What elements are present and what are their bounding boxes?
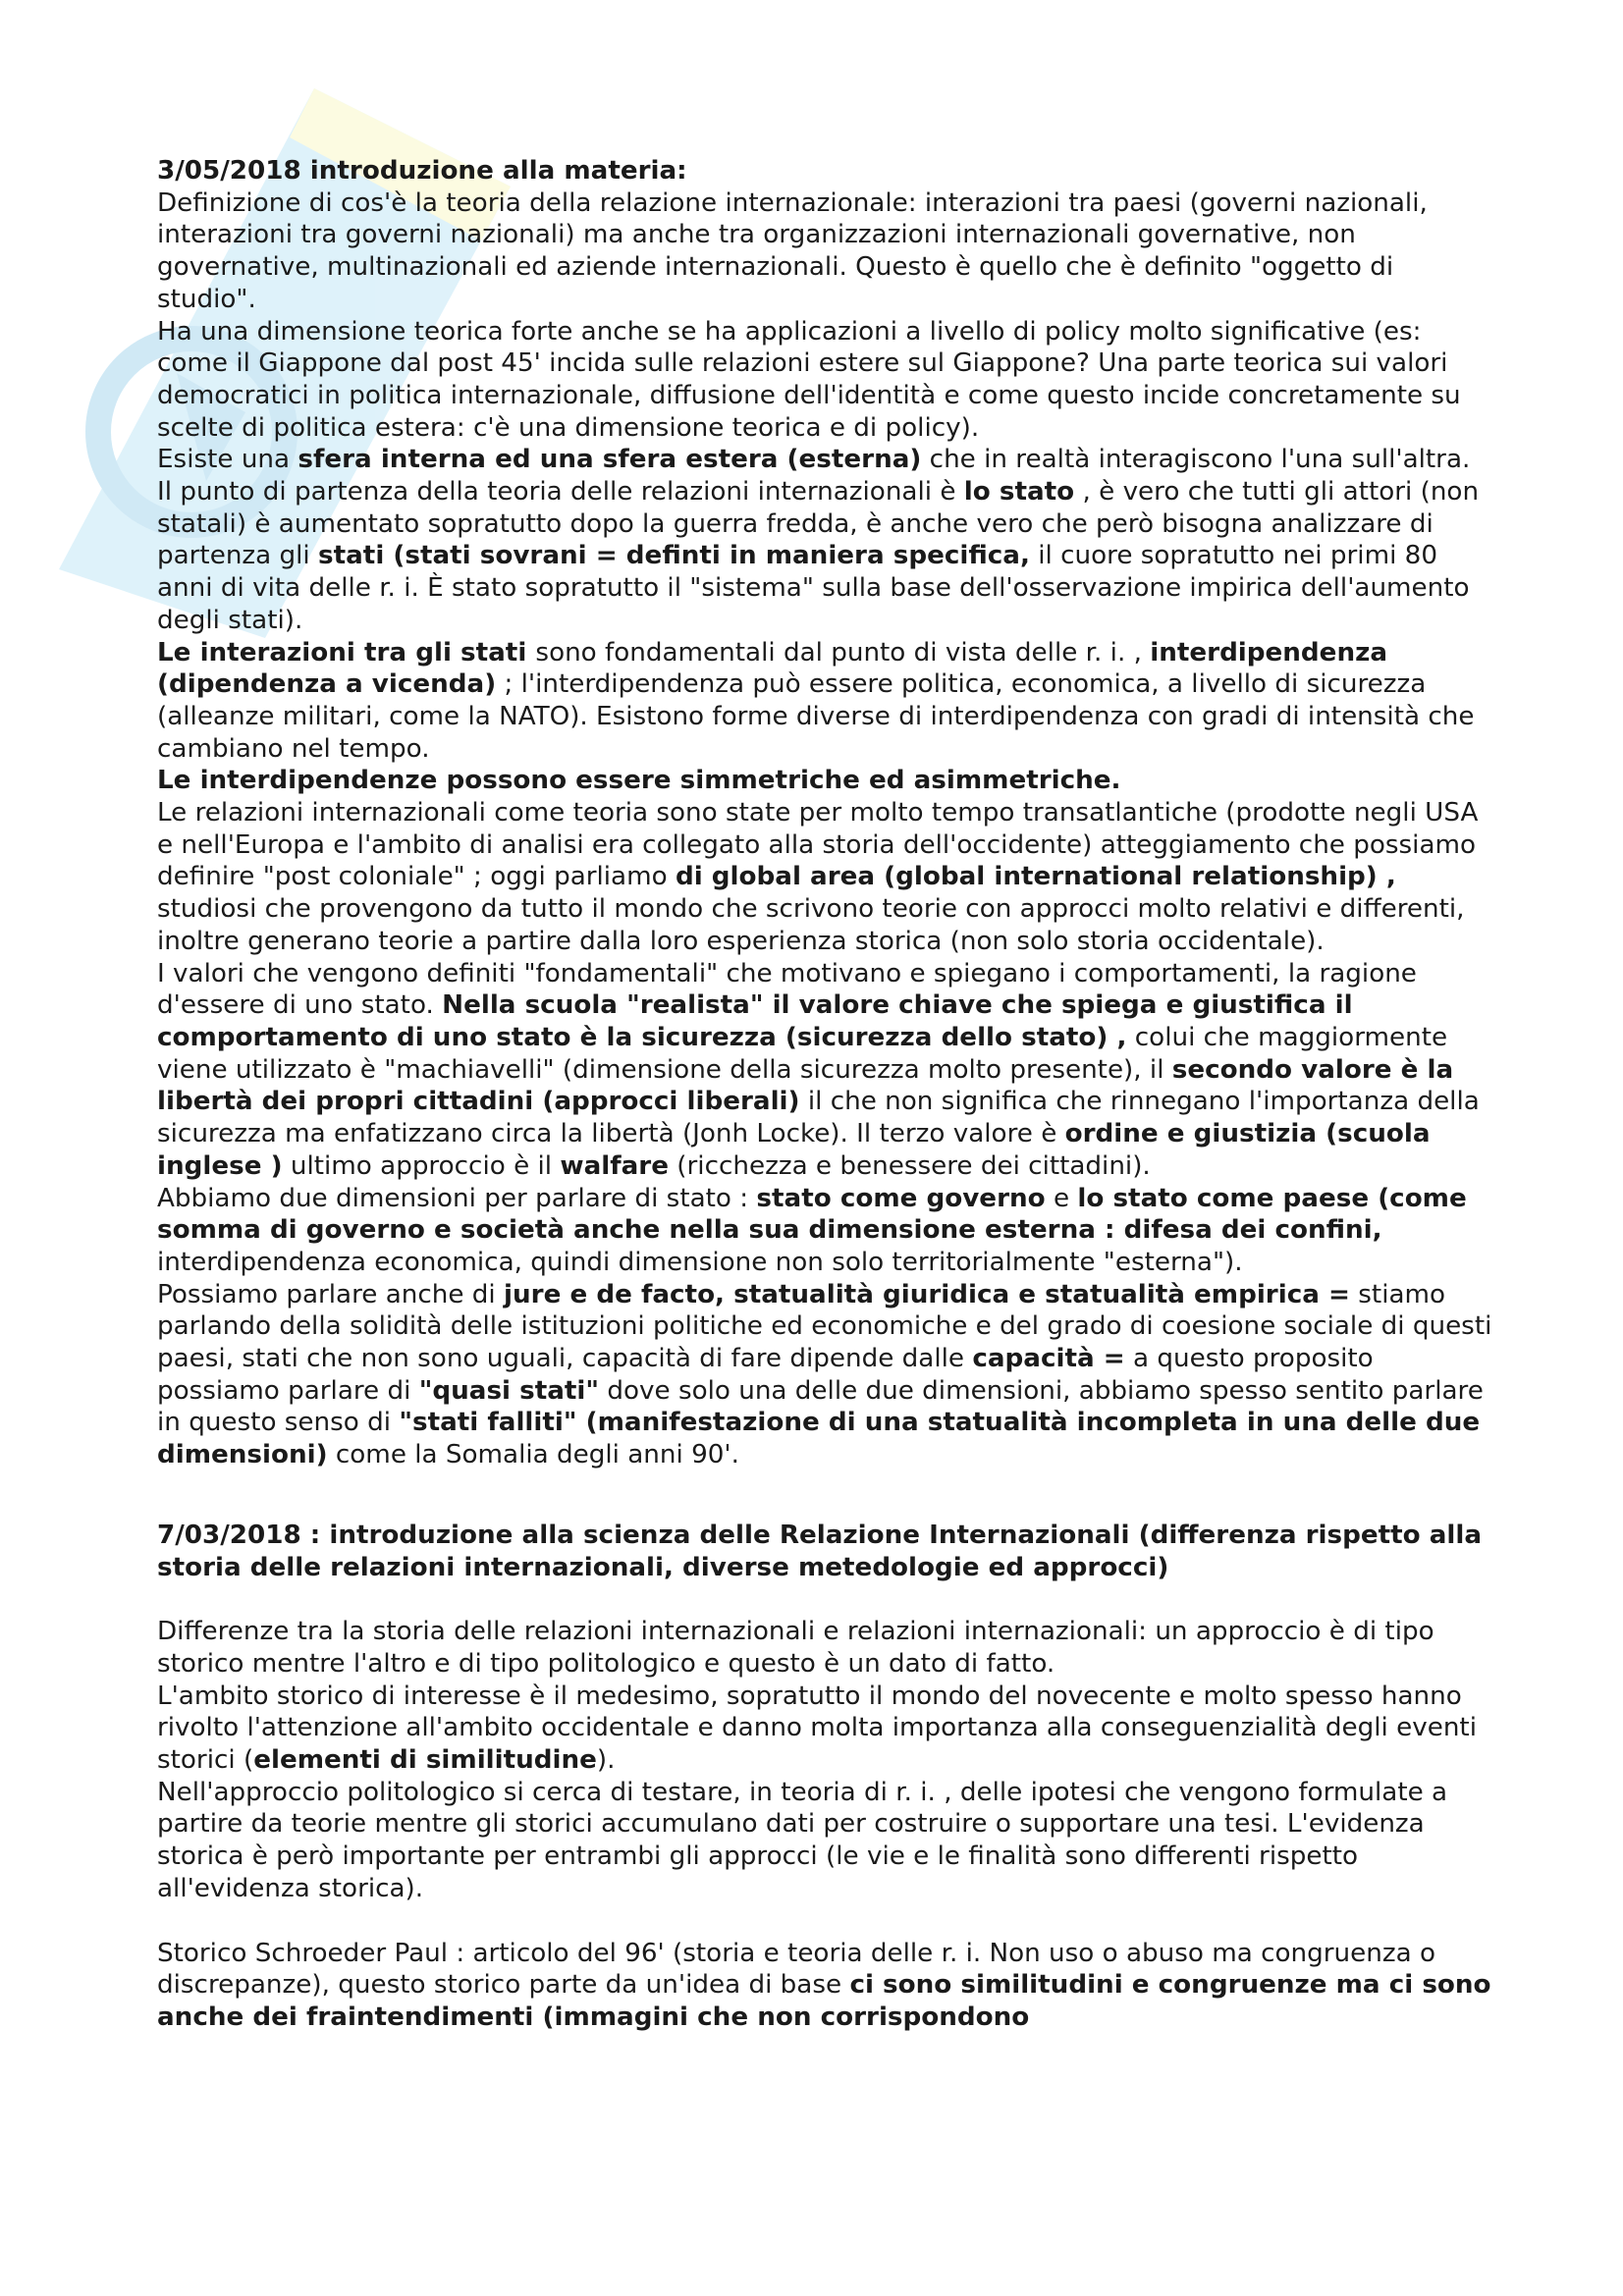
section-2-heading: 7/03/2018 : introduzione alla scienza delle Relazione Internazionali (differenza rispetto alla storia delle relazioni internazionali, diverse metedologie ed approcci) — [157, 1520, 1483, 1582]
paragraph: L'ambito storico di interesse è il medesimo, sopratutto il mondo del novecente e molto spesso hanno rivolto l'attenzione all'ambito occidentale e danno molta importanza alla conseguenzialità degli eventi storici (elementi di similitudine). — [157, 1681, 1477, 1776]
document-page — [157, 155, 1492, 2034]
paragraph: Esiste una sfera interna ed una sfera estera (esterna) che in realtà interagiscono l'una sull'altra. — [157, 445, 1471, 475]
paragraph: Possiamo parlare anche di jure e de facto, statualità giuridica e statualità empirica = stiamo parlando della solidità delle istituzioni politiche ed economiche e del grado di coesione sociale di questi paesi, stati che non sono uguali, capacità di fare dipende dalle capacità = a questo proposito possiamo parlare di "quasi stati" dove solo una delle due dimensioni, abbiamo spesso sentito parlare in questo senso di "stati falliti" (manifestazione di una statualità incompleta in una delle due dimensioni) come la Somalia degli anni 90'. — [157, 1279, 1492, 1470]
paragraph: Le relazioni internazionali come teoria sono state per molto tempo transatlantiche (prodotte negli USA e nell'Europa e l'ambito di analisi era collegato alla storia dell'occidente) atteggiamento che possiamo definire "post coloniale" ; oggi parliamo di global area (global international relationship) , studiosi che provengono da tutto il mondo che scrivono teorie con approcci molto relativi e differenti, inoltre generano teorie a partire dalla loro esperienza storica (non solo storia occidentale). — [157, 798, 1479, 956]
paragraph: Nell'approccio politologico si cerca di testare, in teoria di r. i. , delle ipotesi che vengono formulate a partire da teorie mentre gli storici accumulano dati per costruire o supportare una tesi. L'evidenza storica è però importante per entrambi gli approcci (le vie e le finalità sono differenti rispetto all'evidenza storica). — [157, 1777, 1448, 1903]
paragraph: I valori che vengono definiti "fondamentali" che motivano e spiegano i comportamenti, la ragione d'essere di uno stato. Nella scuola "realista" il valore chiave che spiega e giustifica il comportamento di uno stato è la sicurezza (sicurezza dello stato) , colui che maggiormente viene utilizzato è "machiavelli" (dimensione della sicurezza molto presente), il secondo valore è la libertà dei propri cittadini (approcci liberali) il che non significa che rinnegano l'importanza della sicurezza ma enfatizzano circa la libertà (Jonh Locke). Il terzo valore è ordine e giustizia (scuola inglese ) ultimo approccio è il walfare (ricchezza e benessere dei cittadini). — [157, 958, 1480, 1181]
paragraph: Storico Schroeder Paul : articolo del 96' (storia e teoria delle r. i. Non uso o abuso ma congruenza o discrepanze), questo storico parte da un'idea di base ci sono similitudini e congruenze ma ci sono anche dei fraintendimenti (immagini che non corrispondono — [157, 1938, 1491, 2032]
paragraph: Il punto di partenza della teoria delle relazioni internazionali è lo stato , è vero che tutti gli attori (non statali) è aumentato sopratutto dopo la guerra fredda, è anche vero che però bisogna analizzare di partenza gli stati (stati sovrani = definti in maniera specifica, il cuore sopratutto nei primi 80 anni di vita delle r. i. È stato sopratutto il "sistema" sulla base dell'osservazione impirica dell'aumento degli stati). — [157, 477, 1480, 635]
paragraph: Abbiamo due dimensioni per parlare di stato : stato come governo e lo stato come paese (come somma di governo e società anche nella sua dimensione esterna : difesa dei confini, interdipendenza economica, quindi dimensione non solo territorialmente "esterna"). — [157, 1183, 1467, 1277]
paragraph: Ha una dimensione teorica forte anche se ha applicazioni a livello di policy molto significative (es: come il Giappone dal post 45' incida sulle relazioni estere sul Giappone? Una parte teorica sui valori democratici in politica internazionale, diffusione dell'identità e come questo incide concretamente su scelte di politica estera: c'è una dimensione teorica e di policy). — [157, 316, 1461, 443]
paragraph: Le interdipendenze possono essere simmetriche ed asimmetriche. — [157, 766, 1121, 796]
paragraph: Differenze tra la storia delle relazioni internazionali e relazioni internazionali: un approccio è di tipo storico mentre l'altro e di tipo politologico e questo è un dato di fatto. — [157, 1617, 1434, 1679]
paragraph: Le interazioni tra gli stati sono fondamentali dal punto di vista delle r. i. , interdipendenza (dipendenza a vicenda) ; l'interdipendenza può essere politica, economica, a livello di sicurezza (alleanze militari, come la NATO). Esistono forme diverse di interdipendenza con gradi di intensità che cambiano nel tempo. — [157, 637, 1475, 764]
section-1-heading: 3/05/2018 introduzione alla materia: — [157, 156, 687, 186]
paragraph: Definizione di cos'è la teoria della relazione internazionale: interazioni tra paesi (governi nazionali, interazioni tra governi nazionali) ma anche tra organizzazioni internazionali governative, non governative, multinazionali ed aziende internazionali. Questo è quello che è definito "oggetto di studio". — [157, 187, 1428, 314]
